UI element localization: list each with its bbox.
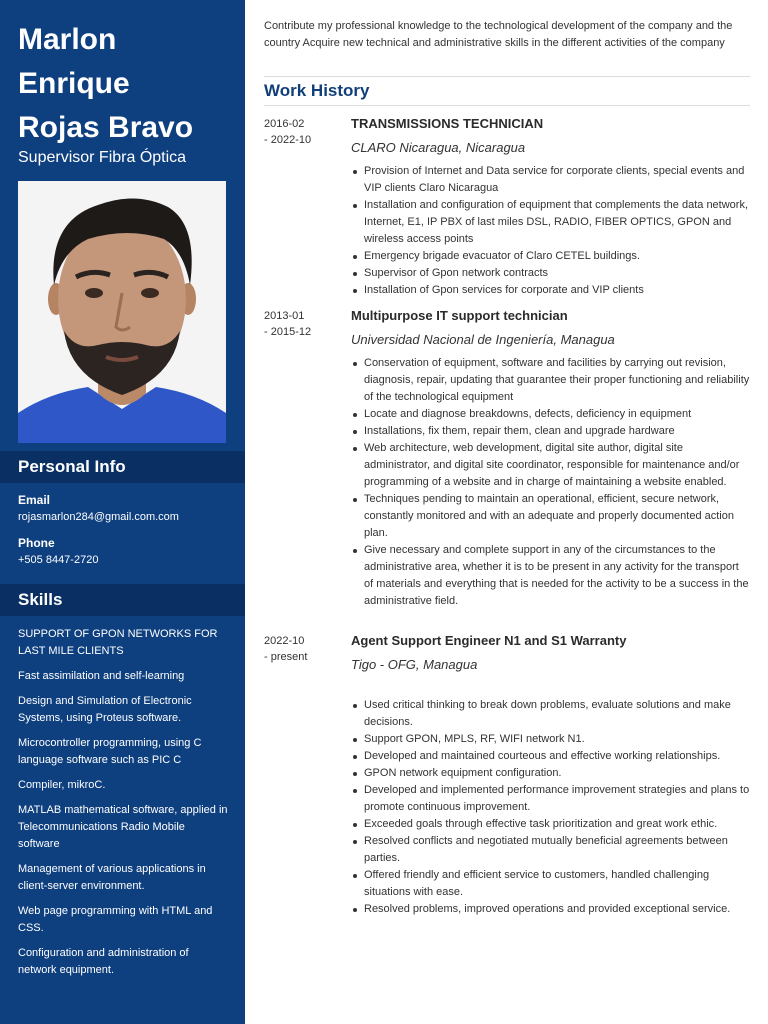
job-bullet: GPON network equipment configuration.: [351, 765, 751, 782]
job-date-start: 2013-01: [264, 310, 305, 322]
job-bullets: [351, 355, 751, 610]
skill-item: Compiler, mikroC.: [18, 779, 106, 791]
job-bullets: [351, 163, 751, 299]
phone-value[interactable]: +505 8447-2720: [18, 554, 99, 566]
job-bullet: Offered friendly and efficient service to customers, handled challenging situations with ease.: [351, 867, 751, 901]
job-role: Agent Support Engineer N1 and S1 Warranty: [351, 633, 627, 648]
job-bullet: Developed and maintained courteous and effective working relationships.: [351, 748, 751, 765]
job-bullet: Used critical thinking to break down problems, evaluate solutions and make decisions.: [351, 697, 751, 731]
name-line-3: Rojas Bravo: [18, 111, 194, 144]
professional-summary: Contribute my professional knowledge to the technological development of the company and the country Acquire new technical and administrative skills in the different activities of the company: [264, 20, 733, 49]
job-bullet: Resolved conflicts and negotiated mutually beneficial agreements between parties.: [351, 833, 751, 867]
job-bullet: Provision of Internet and Data service for corporate clients, special events and VIP clients Claro Nicaragua: [351, 163, 751, 197]
job-date-end: - 2022-10: [264, 134, 312, 146]
job-date-start: 2016-02: [264, 118, 305, 130]
job-bullet: Installations, fix them, repair them, clean and upgrade hardware: [351, 423, 751, 440]
job-bullet: Emergency brigade evacuator of Claro CETEL buildings.: [351, 248, 751, 265]
skill-item: Management of various applications in client-server environment.: [18, 863, 206, 892]
job-bullet: Resolved problems, improved operations and provided exceptional service.: [351, 901, 751, 918]
job-date-end: - 2015-12: [264, 326, 312, 338]
job-bullet: Installation of Gpon services for corporate and VIP clients: [351, 282, 751, 299]
job-bullet: Supervisor of Gpon network contracts: [351, 265, 751, 282]
sidebar: [0, 0, 245, 1024]
skill-item: Microcontroller programming, using C language software such as PIC C: [18, 737, 202, 766]
work-history-heading: Work History: [264, 81, 370, 100]
personal-info-heading: Personal Info: [0, 451, 245, 483]
name-line-1: Marlon: [18, 23, 117, 56]
job-bullet: Give necessary and complete support in any of the circumstances to the administrative area, whether it is to be present in any activity for the transport of materials and everything that is needed for the activity to be a success in the administrative field.: [351, 542, 751, 610]
job-bullet: Web architecture, web development, digital site author, digital site administrator, and digital site coordinator, responsible for maintenance and/or programming of a website and in charge of maintaining a website enabled.: [351, 440, 751, 491]
job-bullet: Techniques pending to maintain an operational, efficient, secure network, constantly monitored and with an adequate and properly documented action plan.: [351, 491, 751, 542]
skills-heading: Skills: [0, 584, 245, 616]
email-label: Email: [18, 493, 51, 507]
job-date-end: - present: [264, 651, 308, 663]
divider: [264, 76, 750, 77]
email-value[interactable]: rojasmarlon284@gmail.com.com: [18, 511, 179, 523]
job-role: TRANSMISSIONS TECHNICIAN: [351, 116, 544, 131]
job-bullet: Exceeded goals through effective task prioritization and great work ethic.: [351, 816, 751, 833]
skills-list: [18, 626, 228, 987]
phone-label: Phone: [18, 536, 55, 550]
candidate-name: [18, 18, 238, 150]
skill-item: Web page programming with HTML and CSS.: [18, 905, 213, 934]
job-company: Tigo - OFG, Managua: [351, 657, 478, 672]
job-title: Supervisor Fibra Óptica: [18, 149, 187, 166]
job-dates: [264, 116, 344, 148]
job-date-start: 2022-10: [264, 635, 305, 647]
job-company: CLARO Nicaragua, Nicaragua: [351, 140, 526, 155]
divider: [264, 105, 750, 106]
skill-item: SUPPORT OF GPON NETWORKS FOR LAST MILE CLIENTS: [18, 628, 218, 657]
job-dates: [264, 308, 344, 340]
job-company: Universidad Nacional de Ingeniería, Managua: [351, 332, 615, 347]
job-bullet: Developed and implemented performance improvement strategies and plans to promote continuous improvement.: [351, 782, 751, 816]
name-line-2: Enrique: [18, 67, 130, 100]
profile-photo: [18, 181, 226, 443]
job-role: Multipurpose IT support technician: [351, 308, 568, 323]
skill-item: MATLAB mathematical software, applied in Telecommunications Radio Mobile software: [18, 804, 228, 850]
skill-item: Configuration and administration of network equipment.: [18, 947, 189, 976]
job-dates: [264, 633, 344, 665]
skill-item: Fast assimilation and self-learning: [18, 670, 185, 682]
skill-item: Design and Simulation of Electronic Systems, using Proteus software.: [18, 695, 192, 724]
job-bullets: [351, 697, 751, 918]
job-bullet: Conservation of equipment, software and facilities by carrying out revision, diagnosis, repair, updating that guarantee their proper functioning and reliability of the technological equipment: [351, 355, 751, 406]
job-bullet: Locate and diagnose breakdowns, defects, deficiency in equipment: [351, 406, 751, 423]
job-bullet: Support GPON, MPLS, RF, WIFI network N1.: [351, 731, 751, 748]
job-bullet: Installation and configuration of equipment that complements the data network, Internet, E1, IP PBX of last miles DSL, RADIO, FIBER OPTICS, GPON and wireless access points: [351, 197, 751, 248]
